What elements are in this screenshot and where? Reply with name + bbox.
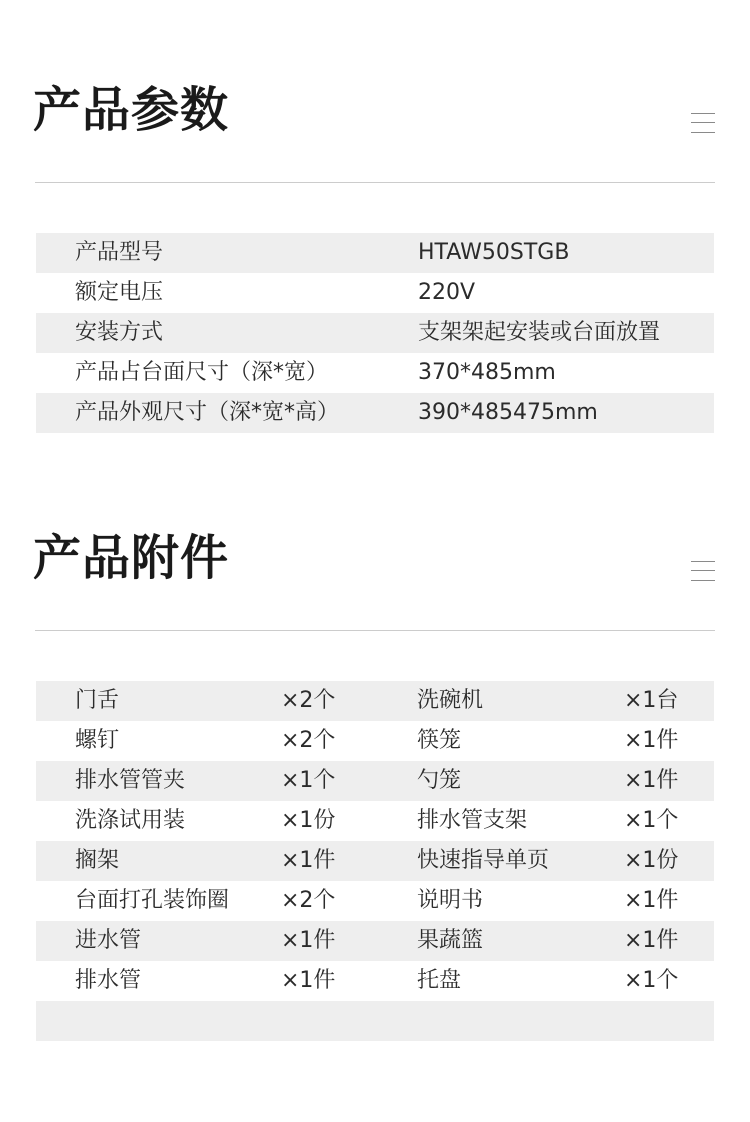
accessory-name: 门舌 <box>75 688 120 713</box>
accessory-row <box>36 841 714 881</box>
params-divider <box>35 182 715 183</box>
accessory-name: 快速指导单页 <box>417 848 550 873</box>
accessory-qty: ×1件 <box>624 888 679 913</box>
accessory-name: 洗涤试用装 <box>75 808 186 833</box>
accessory-name: 搁架 <box>75 848 120 873</box>
accessory-name: 洗碗机 <box>417 688 484 713</box>
accessory-name: 勺笼 <box>417 768 462 793</box>
param-value: 390*485475mm <box>418 400 598 425</box>
accessory-name: 台面打孔装饰圈 <box>75 888 230 913</box>
accessory-qty: ×1件 <box>281 848 336 873</box>
accessory-qty: ×1个 <box>624 968 679 993</box>
accessory-qty: ×1台 <box>624 688 679 713</box>
accessory-qty: ×2个 <box>281 688 336 713</box>
accessory-row <box>36 801 714 841</box>
params-row <box>36 273 714 313</box>
accessory-name: 托盘 <box>417 968 462 993</box>
param-label: 产品占台面尺寸（深*宽） <box>75 360 329 385</box>
accessories-section-title: 产品附件 <box>33 530 230 586</box>
accessory-qty: ×2个 <box>281 888 336 913</box>
accessory-qty: ×1件 <box>624 728 679 753</box>
accessory-row-empty <box>36 1001 714 1041</box>
accessory-row <box>36 721 714 761</box>
param-label: 额定电压 <box>75 280 164 305</box>
accessory-row <box>36 921 714 961</box>
params-row <box>36 313 714 353</box>
params-row <box>36 393 714 433</box>
accessories-table <box>36 681 714 1041</box>
accessory-qty: ×1件 <box>281 928 336 953</box>
accessory-name: 排水管 <box>75 968 142 993</box>
accessory-qty: ×1份 <box>624 848 679 873</box>
accessory-row <box>36 681 714 721</box>
accessory-qty: ×1件 <box>281 968 336 993</box>
accessories-divider <box>35 630 715 631</box>
accessory-qty: ×1个 <box>281 768 336 793</box>
params-section-title: 产品参数 <box>33 82 230 138</box>
param-label: 产品型号 <box>75 240 164 265</box>
params-row <box>36 233 714 273</box>
accessory-row <box>36 961 714 1001</box>
accessory-qty: ×2个 <box>281 728 336 753</box>
accessory-row <box>36 761 714 801</box>
accessory-row <box>36 881 714 921</box>
accessory-name: 说明书 <box>417 888 484 913</box>
param-label: 产品外观尺寸（深*宽*高） <box>75 400 340 425</box>
accessory-qty: ×1份 <box>281 808 336 833</box>
accessory-qty: ×1件 <box>624 928 679 953</box>
accessory-name: 进水管 <box>75 928 142 953</box>
accessory-qty: ×1个 <box>624 808 679 833</box>
accessory-name: 果蔬篮 <box>417 928 484 953</box>
param-value: 370*485mm <box>418 360 556 385</box>
accessory-name: 筷笼 <box>417 728 462 753</box>
param-value: 220V <box>418 280 476 305</box>
menu-lines-icon[interactable] <box>691 561 715 581</box>
accessory-name: 排水管支架 <box>417 808 528 833</box>
param-label: 安装方式 <box>75 320 164 345</box>
menu-lines-icon[interactable] <box>691 113 715 133</box>
param-value: HTAW50STGB <box>418 240 570 265</box>
params-table <box>36 233 714 433</box>
params-row <box>36 353 714 393</box>
accessory-name: 螺钉 <box>75 728 120 753</box>
accessory-qty: ×1件 <box>624 768 679 793</box>
param-value: 支架架起安装或台面放置 <box>418 320 661 345</box>
accessory-name: 排水管管夹 <box>75 768 186 793</box>
